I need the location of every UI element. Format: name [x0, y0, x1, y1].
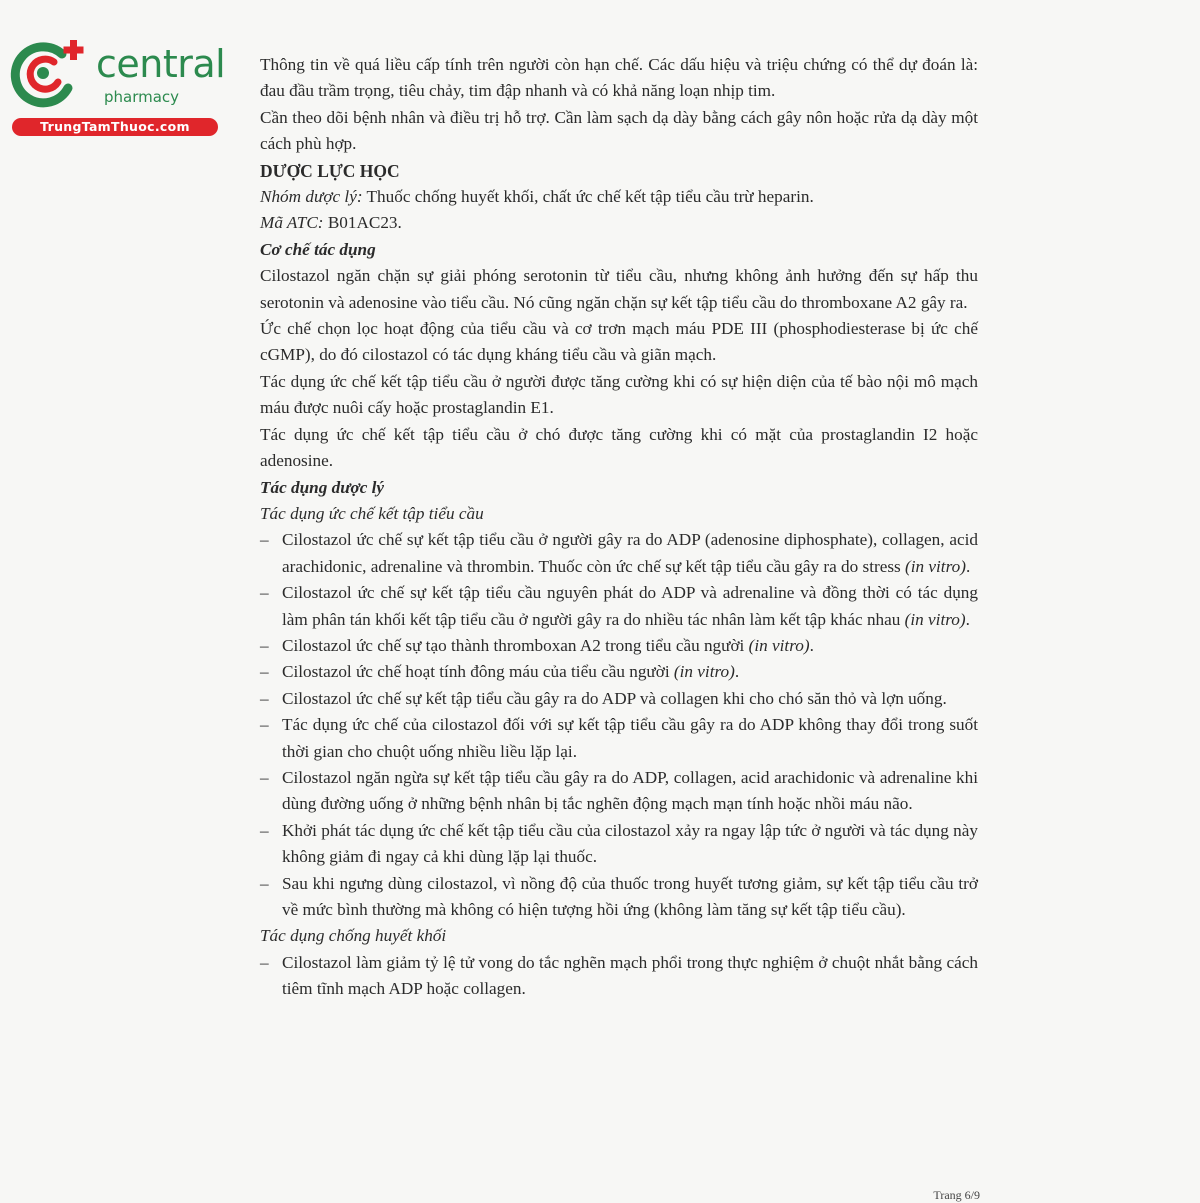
list-item: [260, 818, 978, 871]
list-item-text: Cilostazol ức chế sự kết tập tiểu cầu gây ra do ADP và collagen khi cho chó săn thỏ và lợn uống.: [282, 688, 947, 708]
list-item-text: Cilostazol ức chế sự kết tập tiểu cầu ở người gây ra do ADP (adenosine diphosphate), collagen, acid arachidonic, adrenaline và thrombin. Thuốc còn ức chế sự kết tập tiểu cầu gây ra do stress: [282, 530, 978, 576]
list-item: [260, 871, 978, 924]
central-pharmacy-logo-icon: [10, 38, 90, 110]
antithrombotic-subheading: Tác dụng chống huyết khối: [260, 926, 447, 946]
antithrombotic-list: [260, 950, 978, 1003]
list-item-text: Cilostazol ức chế sự kết tập tiểu cầu nguyên phát do ADP và adrenaline và đồng thời có tác dụng làm phân tán khối kết tập tiểu cầu ở người gây ra do nhiều tác nhân làm kết tập khác nhau: [282, 583, 978, 629]
mechanism-paragraph: Cilostazol ngăn chặn sự giải phóng serotonin từ tiểu cầu, nhưng không ảnh hưởng đến sự hấp thu serotonin và adenosine vào tiểu cầu. Nó cũng ngăn chặn sự kết tập tiểu cầu do thromboxane A2 gây ra.: [260, 266, 978, 312]
list-item-text: Sau khi ngưng dùng cilostazol, vì nồng độ của thuốc trong huyết tương giảm, sự kết tập tiểu cầu trở về mức bình thường mà không có hiện tượng hồi ứng (không làm tăng sự kết tập tiểu cầu).: [282, 873, 978, 919]
list-item: [260, 950, 978, 1003]
list-item-text: Tác dụng ức chế của cilostazol đối với sự kết tập tiểu cầu gây ra do ADP không thay đổi trong suốt thời gian cho chuột uống nhiều liều lặp lại.: [282, 715, 978, 761]
list-item: [260, 686, 978, 712]
mechanism-paragraph: Ức chế chọn lọc hoạt động của tiểu cầu và cơ trơn mạch máu PDE III (phosphodiesterase bị ức chế cGMP), do đó cilostazol có tác dụng kháng tiểu cầu và giãn mạch.: [260, 319, 978, 365]
list-item-end: .: [965, 609, 970, 629]
dash-bullet: –: [260, 820, 269, 840]
dash-bullet: –: [260, 767, 269, 787]
dash-bullet: –: [260, 715, 269, 735]
dash-bullet: –: [260, 583, 269, 603]
in-vitro-note: (in vitro): [673, 662, 735, 682]
section-heading: DƯỢC LỰC HỌC: [260, 160, 400, 181]
list-item-text: Cilostazol làm giảm tỷ lệ tử vong do tắc nghẽn mạch phổi trong thực nghiệm ở chuột nhắt bằng cách tiêm tĩnh mạch ADP hoặc collagen.: [282, 952, 978, 999]
pharmacologic-group: [260, 184, 978, 210]
logo-name: central: [96, 42, 226, 86]
overdose-paragraph: Thông tin về quá liều cấp tính trên người còn hạn chế. Các dấu hiệu và triệu chứng có thể dự đoán là: đau đầu trầm trọng, tiêu chảy, tim đập nhanh và có khả năng loạn nhịp tim.: [260, 55, 978, 101]
logo-subtitle: pharmacy: [104, 88, 180, 106]
list-item-text: Cilostazol ức chế hoạt tính đông máu của tiểu cầu người: [282, 662, 674, 682]
dash-bullet: –: [260, 873, 269, 893]
mechanism-paragraph: Tác dụng ức chế kết tập tiểu cầu ở chó được tăng cường khi có mặt của prostaglandin I2 hoặc adenosine.: [260, 424, 978, 471]
list-item: [260, 527, 978, 580]
list-item: [260, 765, 978, 818]
list-item-end: .: [809, 635, 814, 655]
list-item-text: Cilostazol ức chế sự tạo thành thromboxan A2 trong tiểu cầu người: [282, 635, 749, 655]
dash-bullet: –: [260, 530, 269, 550]
in-vitro-note: (in vitro): [748, 635, 810, 655]
logo-url-badge: TrungTamThuoc.com: [12, 118, 218, 136]
list-item: [260, 633, 978, 659]
effects-heading: Tác dụng dược lý: [260, 477, 385, 497]
atc-text: B01AC23.: [323, 213, 402, 233]
document-page: [260, 52, 978, 1003]
page-number: Trang 6/9: [933, 1188, 980, 1202]
in-vitro-note: (in vitro): [904, 609, 966, 629]
list-item: [260, 659, 978, 685]
group-text: Thuốc chống huyết khối, chất ức chế kết tập tiểu cầu trừ heparin.: [362, 187, 814, 207]
list-item-end: .: [965, 556, 971, 576]
in-vitro-note: (in vitro): [905, 556, 966, 576]
overdose-paragraph: Cần theo dõi bệnh nhân và điều trị hỗ trợ. Cần làm sạch dạ dày bằng cách gây nôn hoặc rửa dạ dày một cách phù hợp.: [260, 107, 978, 154]
pharmacy-logo: [10, 34, 226, 139]
list-item-text: Cilostazol ngăn ngừa sự kết tập tiểu cầu gây ra do ADP, collagen, acid arachidonic và adrenaline khi dùng đường uống ở những bệnh nhân bị tắc nghẽn động mạch mạn tính hoặc nhồi máu não.: [282, 767, 978, 814]
mechanism-paragraph: Tác dụng ức chế kết tập tiểu cầu ở người được tăng cường khi có sự hiện diện của tế bào nội mô mạch máu được nuôi cấy hoặc prostaglandin E1.: [260, 371, 978, 418]
dash-bullet: –: [260, 952, 269, 972]
dash-bullet: –: [260, 662, 269, 682]
list-item: [260, 712, 978, 765]
antiplatelet-subheading: Tác dụng ức chế kết tập tiểu cầu: [260, 503, 484, 523]
dash-bullet: –: [260, 688, 269, 708]
list-item-end: .: [734, 662, 740, 682]
mechanism-heading: Cơ chế tác dụng: [260, 239, 376, 259]
dash-bullet: –: [260, 635, 269, 655]
group-label: Nhóm dược lý:: [260, 187, 363, 207]
atc-label: Mã ATC:: [260, 213, 324, 233]
list-item-text: Khởi phát tác dụng ức chế kết tập tiểu cầu của cilostazol xảy ra ngay lập tức ở người và tác dụng này không giảm đi ngay cả khi dùng lặp lại thuốc.: [282, 820, 978, 867]
list-item: [260, 580, 978, 633]
atc-code: [260, 210, 978, 236]
antiplatelet-list: [260, 527, 978, 923]
